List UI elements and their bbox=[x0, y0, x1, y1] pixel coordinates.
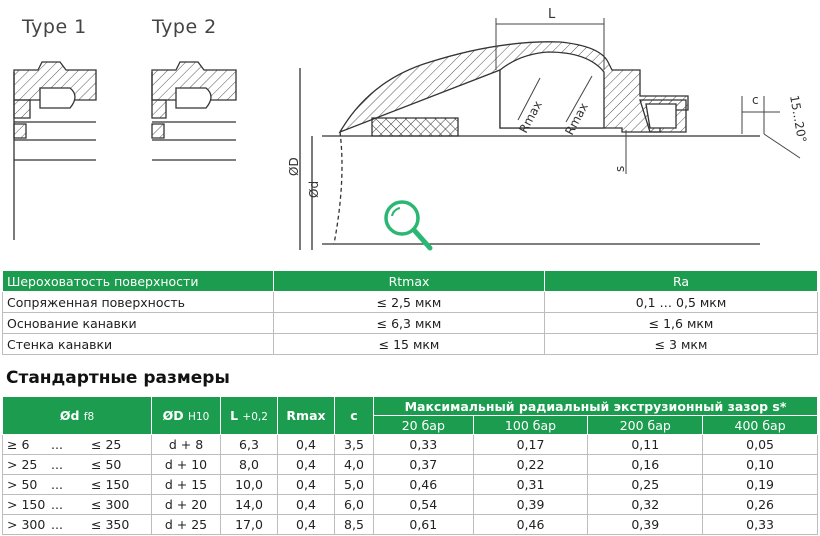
table-cell: 0,61 bbox=[374, 515, 474, 535]
table-cell: 0,17 bbox=[473, 435, 588, 455]
dim-c-label: c bbox=[752, 93, 759, 107]
table-cell: 8,0 bbox=[221, 455, 278, 475]
table-cell: 0,39 bbox=[473, 495, 588, 515]
dim-D-label: ØD bbox=[287, 157, 301, 176]
header-pressure: 400 бар bbox=[703, 416, 818, 435]
table-cell: 0,54 bbox=[374, 495, 474, 515]
table-cell: d + 10 bbox=[152, 455, 221, 475]
table-cell: 0,4 bbox=[278, 515, 335, 535]
table-cell: 0,19 bbox=[703, 475, 818, 495]
table-cell: Стенка канавки bbox=[3, 334, 274, 355]
table-cell: 0,37 bbox=[374, 455, 474, 475]
dim-rmax-label-1: Rmax bbox=[516, 98, 545, 136]
table-cell: ≤ 3 мкм bbox=[545, 334, 818, 355]
table-cell: ≤ 2,5 мкм bbox=[274, 292, 545, 313]
type1-seal-profile bbox=[14, 62, 96, 240]
table-cell: d + 15 bbox=[152, 475, 221, 495]
table-cell: 0,31 bbox=[473, 475, 588, 495]
dim-L-label: L bbox=[548, 7, 556, 22]
header-ra: Ra bbox=[545, 271, 818, 292]
table-header-row bbox=[3, 397, 818, 416]
table-cell: d + 20 bbox=[152, 495, 221, 515]
header-rtmax: Rtmax bbox=[274, 271, 545, 292]
table-cell-d-range: > 50 ... ≤ 150 bbox=[3, 475, 152, 495]
table-cell: 0,32 bbox=[588, 495, 703, 515]
table-cell: 0,26 bbox=[703, 495, 818, 515]
table-cell-d-range: > 150 ... ≤ 300 bbox=[3, 495, 152, 515]
dim-rmax-label-2: Rmax bbox=[562, 100, 591, 138]
dim-d-label: Ød bbox=[307, 180, 321, 198]
header-pressure: 100 бар bbox=[473, 416, 588, 435]
surface-roughness-table bbox=[2, 270, 818, 355]
table-cell: 5,0 bbox=[335, 475, 374, 495]
header-D: ØD H10 bbox=[152, 397, 221, 435]
table-cell: 0,25 bbox=[588, 475, 703, 495]
table-cell: 0,33 bbox=[374, 435, 474, 455]
table-cell: 14,0 bbox=[221, 495, 278, 515]
table-cell: 0,1 … 0,5 мкм bbox=[545, 292, 818, 313]
table-cell: ≤ 6,3 мкм bbox=[274, 313, 545, 334]
table-row bbox=[3, 455, 818, 475]
header-surface: Шероховатость поверхности bbox=[3, 271, 274, 292]
dim-s-label: s bbox=[613, 165, 627, 172]
header-pressure: 20 бар bbox=[374, 416, 474, 435]
table-cell: 0,22 bbox=[473, 455, 588, 475]
table-cell: Основание канавки bbox=[3, 313, 274, 334]
header-rmax: Rmax bbox=[278, 397, 335, 435]
table-cell: 0,05 bbox=[703, 435, 818, 455]
table-row bbox=[3, 313, 818, 334]
table-cell-d-range: > 300 ... ≤ 350 bbox=[3, 515, 152, 535]
table-row bbox=[3, 435, 818, 455]
type1-label: Type 1 bbox=[22, 16, 87, 38]
table-cell: 6,0 bbox=[335, 495, 374, 515]
table-cell: 0,46 bbox=[374, 475, 474, 495]
type2-seal-profile bbox=[152, 62, 236, 160]
table-cell: ≤ 15 мкм bbox=[274, 334, 545, 355]
table-cell: 10,0 bbox=[221, 475, 278, 495]
table-cell: 8,5 bbox=[335, 515, 374, 535]
table-cell: Сопряженная поверхность bbox=[3, 292, 274, 313]
header-pressure: 200 бар bbox=[588, 416, 703, 435]
header-d: Ød f8 bbox=[3, 397, 152, 435]
table-row bbox=[3, 515, 818, 535]
table-cell: 0,10 bbox=[703, 455, 818, 475]
table-row bbox=[3, 495, 818, 515]
table-cell: 0,16 bbox=[588, 455, 703, 475]
table-cell: 0,33 bbox=[703, 515, 818, 535]
table-cell: 0,4 bbox=[278, 495, 335, 515]
zoom-icon[interactable] bbox=[378, 196, 444, 256]
header-L: L +0,2 bbox=[221, 397, 278, 435]
table-cell: 0,11 bbox=[588, 435, 703, 455]
table-cell: 0,39 bbox=[588, 515, 703, 535]
table-cell: 0,4 bbox=[278, 455, 335, 475]
standard-sizes-table bbox=[2, 396, 818, 535]
table-cell-d-range: ≥ 6 ... ≤ 25 bbox=[3, 435, 152, 455]
table-cell: d + 8 bbox=[152, 435, 221, 455]
table-cell: 0,4 bbox=[278, 475, 335, 495]
header-gap: Максимальный радиальный экструзионный зазор s* bbox=[374, 397, 818, 416]
table-cell: 3,5 bbox=[335, 435, 374, 455]
table-row bbox=[3, 292, 818, 313]
header-c: c bbox=[335, 397, 374, 435]
table-cell: 4,0 bbox=[335, 455, 374, 475]
table-cell-d-range: > 25 ... ≤ 50 bbox=[3, 455, 152, 475]
section-title: Стандартные размеры bbox=[6, 368, 230, 388]
table-cell: 17,0 bbox=[221, 515, 278, 535]
table-cell: 0,46 bbox=[473, 515, 588, 535]
angle-label: 15...20° bbox=[787, 94, 810, 144]
assembly-section bbox=[300, 42, 760, 250]
table-cell: 6,3 bbox=[221, 435, 278, 455]
table-row bbox=[3, 334, 818, 355]
table-cell: d + 25 bbox=[152, 515, 221, 535]
table-row bbox=[3, 475, 818, 495]
type2-label: Type 2 bbox=[152, 16, 217, 38]
table-header-row bbox=[3, 271, 818, 292]
table-cell: ≤ 1,6 мкм bbox=[545, 313, 818, 334]
table-cell: 0,4 bbox=[278, 435, 335, 455]
